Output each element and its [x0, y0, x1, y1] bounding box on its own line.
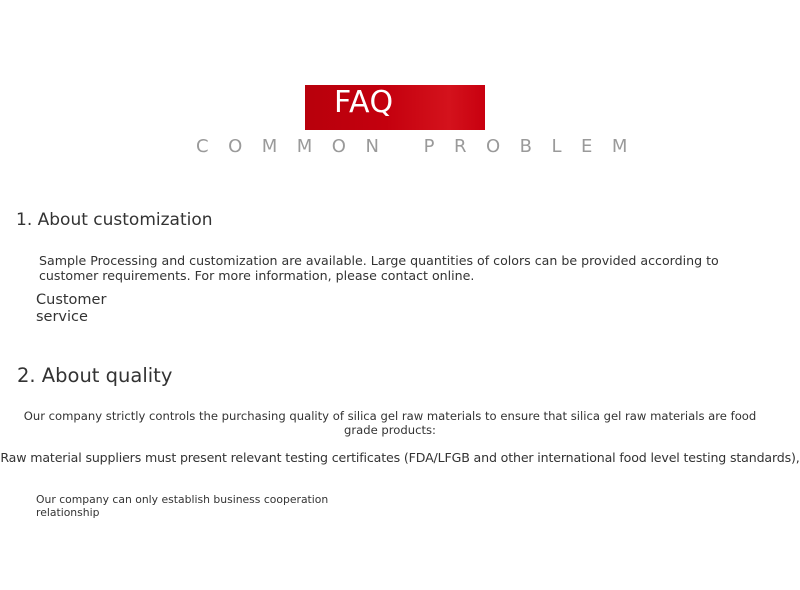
quality-paragraph-2: Raw material suppliers must present relevant testing certificates (FDA/LFGB and other international food level testing standards), — [0, 450, 800, 465]
customer-service-link[interactable]: Customer service — [36, 292, 107, 325]
page-title: FAQ — [334, 85, 394, 120]
quality-paragraph-3: Our company can only establish business cooperation relationship — [36, 493, 329, 519]
section-heading-customization: 1. About customization — [16, 210, 213, 230]
page-subtitle: COMMON PROBLEM — [196, 136, 647, 157]
section-heading-quality: 2. About quality — [17, 364, 173, 387]
quality-paragraph-1: Our company strictly controls the purchasing quality of silica gel raw materials to ensure that silica gel raw materials are food grade products: — [23, 409, 757, 437]
customization-paragraph: Sample Processing and customization are available. Large quantities of colors can be provided according to customer requirements. For more information, please contact online. — [39, 253, 719, 283]
faq-title-banner — [305, 85, 485, 130]
